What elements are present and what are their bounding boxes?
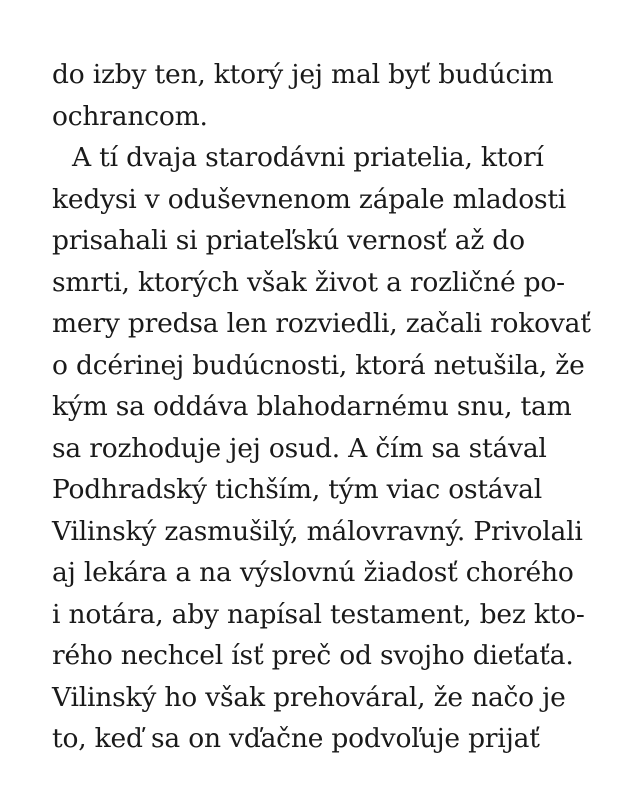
- text-line: Vilinský ho však prehováral, že načo je: [52, 681, 566, 713]
- paragraph-start-line: A tí dvaja starodávni priatelia, ktorí: [72, 142, 544, 173]
- text-line: kým sa oddáva blahodarnému snu, tam: [52, 391, 572, 422]
- text-line: i notára, aby napísal testament, bez kto-: [52, 598, 585, 630]
- text-line: ochrancom.: [52, 100, 208, 132]
- text-line: o dcérinej budúcnosti, ktorá netušila, že: [52, 349, 585, 381]
- text-line: Podhradský tichším, tým viac ostával: [52, 474, 543, 505]
- text-line: prisahali si priateľskú vernosť až do: [52, 225, 525, 256]
- text-line: rého nechcel ísť preč od svojho dieťaťa.: [52, 640, 574, 671]
- text-line: Vilinský zasmušilý, málovravný. Privolali: [52, 515, 583, 547]
- body-text: [52, 54, 592, 760]
- text-line: aj lekára a na výslovnú žiadosť chorého: [52, 557, 574, 588]
- text-line: to, keď sa on vďačne podvoľuje prijať: [52, 723, 540, 754]
- text-line: sa rozhoduje jej osud. A čím sa stával: [52, 432, 547, 464]
- text-line: smrti, ktorých však život a rozličné po-: [52, 266, 565, 298]
- text-line: kedysi v oduševnenom zápale mladosti: [52, 183, 567, 215]
- text-line: do izby ten, ktorý jej mal byť budúcim: [52, 59, 554, 90]
- text-line: mery predsa len rozviedli, začali rokovať: [52, 308, 591, 339]
